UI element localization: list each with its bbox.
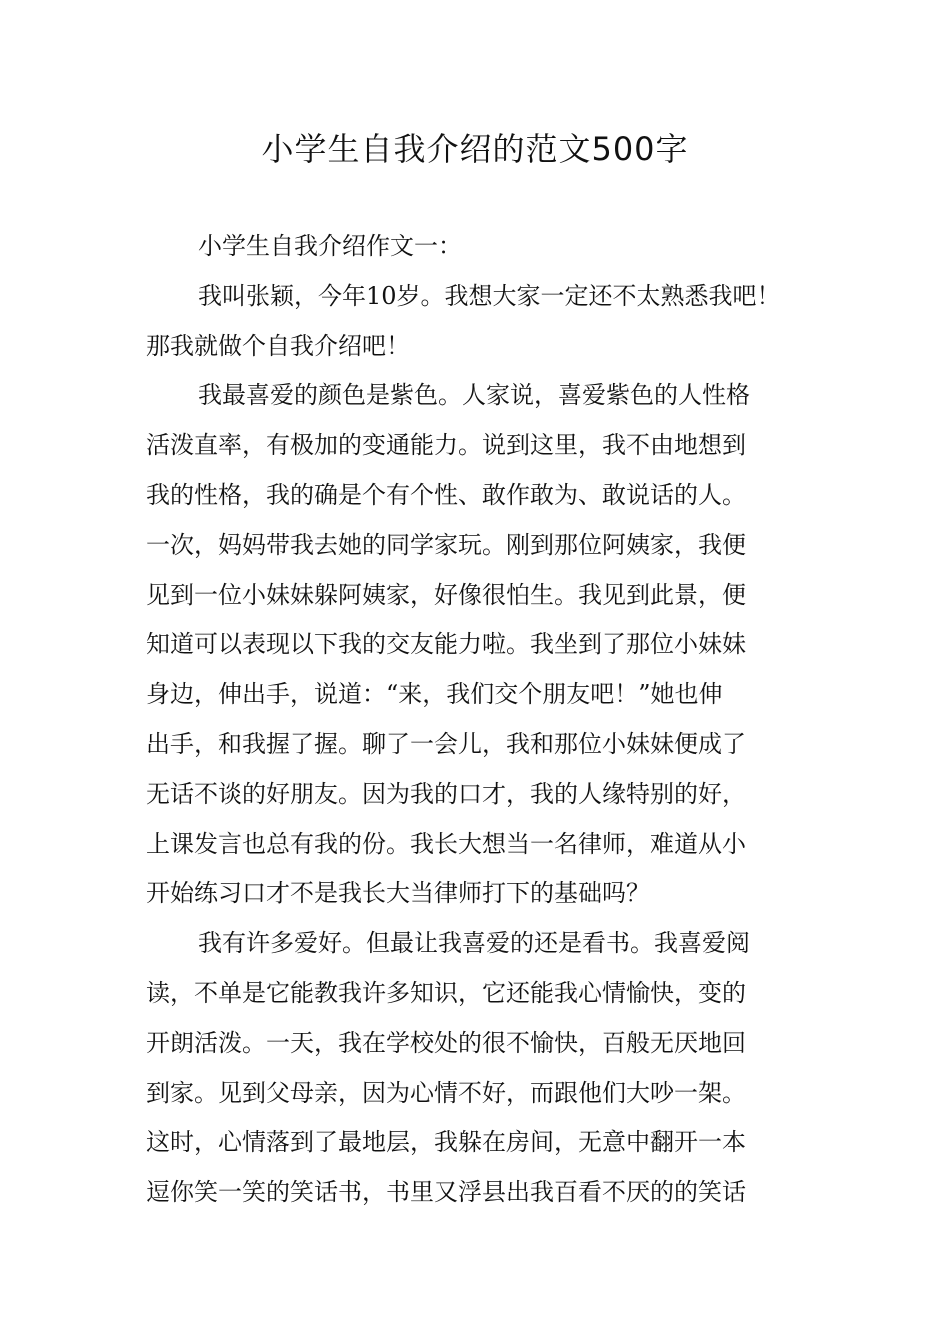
paragraph-line: 身边，伸出手，说道：“来，我们交个朋友吧！”她也伸	[146, 680, 723, 709]
paragraph-line: 开始练习口才不是我长大当律师打下的基础吗？	[146, 879, 650, 908]
paragraph-line: 开朗活泼。一天，我在学校处的很不愉快，百般无厌地回	[146, 1028, 746, 1057]
paragraph-line: 知道可以表现以下我的交友能力啦。我坐到了那位小妹妹	[146, 630, 746, 659]
paragraph-line: 那我就做个自我介绍吧！	[146, 331, 410, 360]
paragraph-line: 我的性格，我的确是个有个性、敢作敢为、敢说话的人。	[146, 480, 746, 509]
document-body	[146, 222, 810, 1218]
document-title: 小学生自我介绍的范文500字	[261, 130, 689, 168]
paragraph-line: 逗你笑一笑的笑话书，书里又浮县出我百看不厌的的笑话	[146, 1178, 746, 1207]
paragraph-line: 见到一位小妹妹躲阿姨家，好像很怕生。我见到此景，便	[146, 580, 746, 609]
paragraph-line: 上课发言也总有我的份。我长大想当一名律师，难道从小	[146, 829, 746, 858]
paragraph-line: 读，不单是它能教我许多知识，它还能我心情愉快，变的	[146, 978, 746, 1007]
paragraph-line: 一次，妈妈带我去她的同学家玩。刚到那位阿姨家，我便	[146, 530, 746, 559]
paragraph-line: 出手，和我握了握。聊了一会儿，我和那位小妹妹便成了	[146, 729, 746, 758]
paragraph-line: 无话不谈的好朋友。因为我的口才，我的人缘特别的好，	[146, 779, 746, 808]
paragraph-line: 我最喜爱的颜色是紫色。人家说，喜爱紫色的人性格	[198, 381, 750, 410]
paragraph-line: 到家。见到父母亲，因为心情不好，而跟他们大吵一架。	[146, 1078, 746, 1107]
paragraph-line: 我叫张颖，今年10岁。我想大家一定还不太熟悉我吧！	[198, 281, 781, 310]
paragraph-line: 我有许多爱好。但最让我喜爱的还是看书。我喜爱阅	[198, 929, 750, 958]
paragraph-line: 这时，心情落到了最地层，我躲在房间，无意中翻开一本	[146, 1128, 746, 1157]
paragraph-line: 小学生自我介绍作文一：	[198, 232, 462, 260]
paragraph-line: 活泼直率，有极加的变通能力。说到这里，我不由地想到	[146, 431, 746, 460]
